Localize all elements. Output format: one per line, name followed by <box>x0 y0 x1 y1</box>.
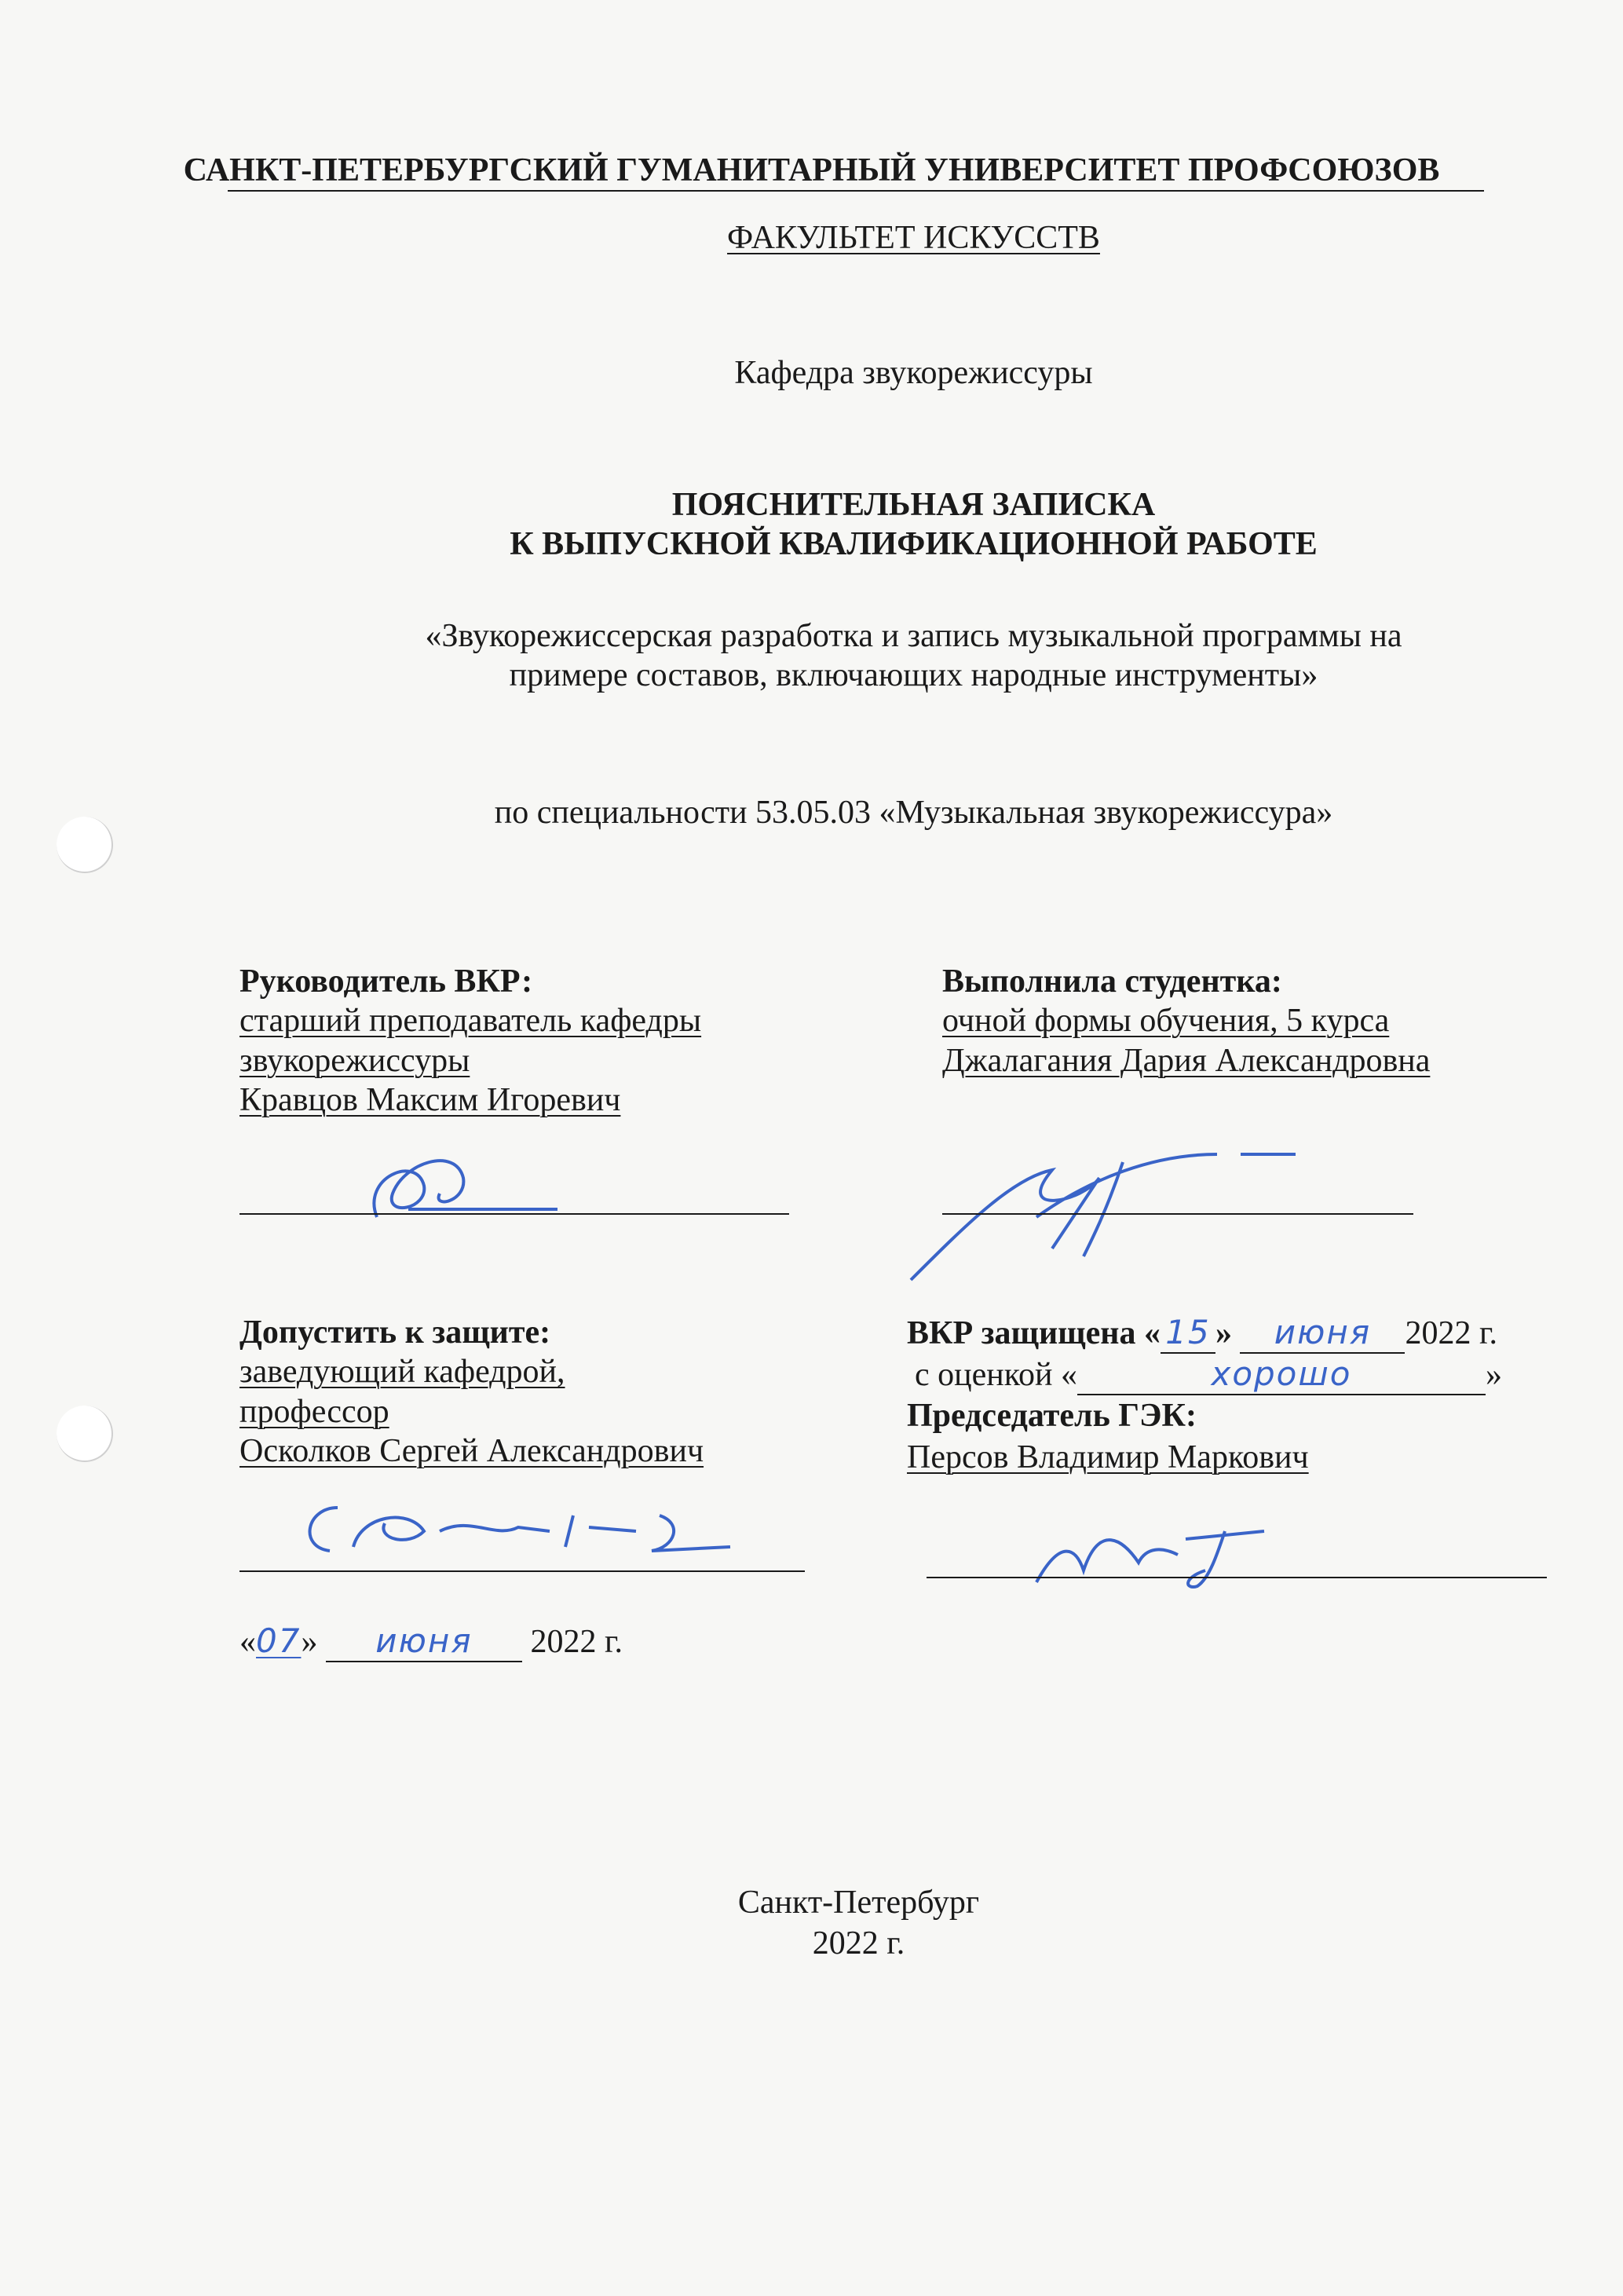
admission-heading: Допустить к защите: <box>239 1314 551 1351</box>
supervisor-position-line1: старший преподаватель кафедры <box>239 1003 702 1040</box>
grade-label: с оценкой « <box>915 1357 1077 1393</box>
defense-day: 15 <box>1161 1313 1215 1354</box>
student-heading: Выполнила студентка: <box>942 963 1282 1000</box>
chair-signature <box>1029 1508 1280 1594</box>
defense-date-line <box>907 1313 1497 1354</box>
footer-city: Санкт-Петербург <box>737 1885 980 1921</box>
chair-name: Персов Владимир Маркович <box>907 1439 1309 1475</box>
doc-title-line2: К ВЫПУСКНОЙ КВАЛИФИКАЦИОННОЙ РАБОТЕ <box>510 526 1318 562</box>
footer-year: 2022 г. <box>812 1925 905 1961</box>
admission-quote-close: » <box>301 1624 318 1660</box>
student-block <box>942 962 1430 1080</box>
supervisor-signature-line <box>239 1213 789 1215</box>
supervisor-signature <box>330 1131 565 1241</box>
admission-position-line2: профессор <box>239 1393 389 1430</box>
chair-heading: Председатель ГЭК: <box>907 1398 1197 1434</box>
supervisor-name: Кравцов Максим Игоревич <box>239 1082 621 1119</box>
admission-year: 2022 г. <box>530 1624 623 1660</box>
punch-hole-bottom <box>57 1406 113 1462</box>
faculty-name: ФАКУЛЬТЕТ ИСКУССТВ <box>727 220 1100 256</box>
department-name: Кафедра звукорежиссуры <box>734 355 1093 391</box>
university-underline <box>228 190 1484 192</box>
grade-value: хорошо <box>1077 1355 1486 1395</box>
admission-month: июня <box>326 1621 522 1662</box>
admission-quote-open: « <box>239 1624 256 1660</box>
chair-signature-line <box>927 1577 1547 1578</box>
student-signature <box>895 1131 1303 1288</box>
specialty-line: по специальности 53.05.03 «Музыкальная звукорежиссура» <box>494 795 1333 831</box>
supervisor-block <box>239 962 701 1121</box>
admission-day: 07 <box>256 1621 302 1660</box>
admission-date <box>239 1621 623 1662</box>
topic-line1: «Звукорежиссерская разработка и запись музыкальной программы на <box>425 618 1402 654</box>
university-name: САНКТ-ПЕТЕРБУРГСКИЙ ГУМАНИТАРНЫЙ УНИВЕРСИТЕТ ПРОФСОЮЗОВ <box>183 152 1440 188</box>
admission-signature-line <box>239 1570 805 1572</box>
supervisor-heading: Руководитель ВКР: <box>239 963 533 1000</box>
grade-close: » <box>1486 1357 1502 1393</box>
student-name: Джалагания Дария Александровна <box>942 1042 1431 1079</box>
admission-name: Осколков Сергей Александрович <box>239 1433 704 1470</box>
admission-signature <box>291 1484 762 1570</box>
doc-title-line1: ПОЯСНИТЕЛЬНАЯ ЗАПИСКА <box>671 487 1156 523</box>
defense-label: ВКР защищена « <box>907 1315 1161 1351</box>
defense-month: июня <box>1240 1313 1405 1354</box>
defense-year: 2022 г. <box>1405 1315 1497 1351</box>
admission-position-line1: заведующий кафедрой, <box>239 1354 565 1391</box>
admission-block <box>239 1313 704 1472</box>
defense-quote-close: » <box>1215 1315 1232 1351</box>
student-signature-line <box>942 1213 1413 1215</box>
defense-grade-line <box>915 1355 1502 1395</box>
student-form-line: очной формы обучения, 5 курса <box>942 1003 1390 1040</box>
supervisor-position-line2: звукорежиссуры <box>239 1042 470 1079</box>
topic-line2: примере составов, включающих народные инструменты» <box>509 657 1318 693</box>
